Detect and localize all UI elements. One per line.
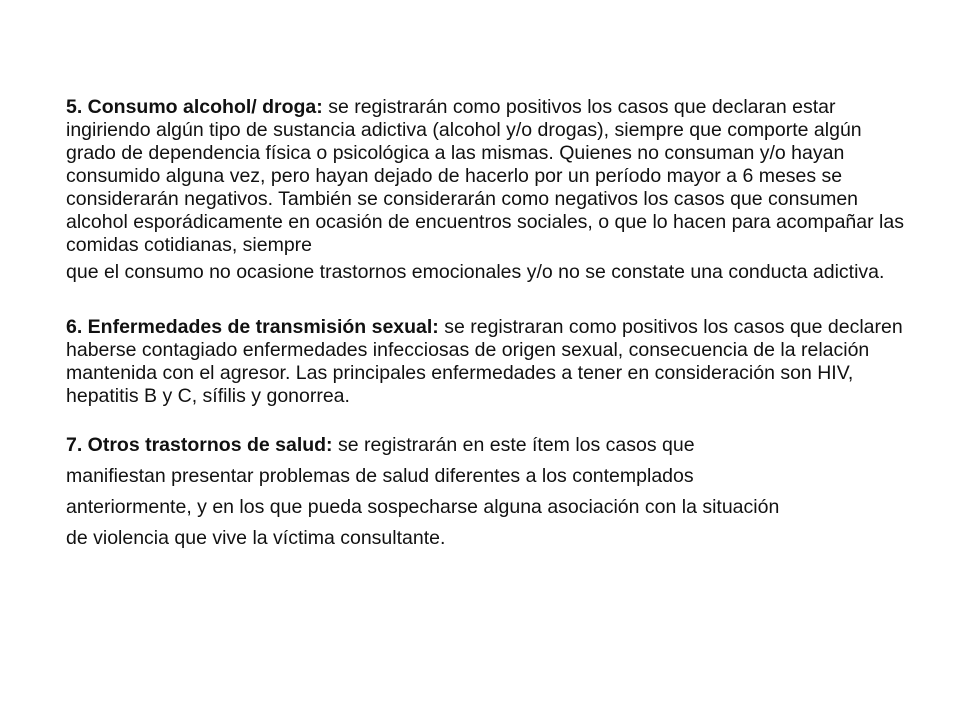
slide-content xyxy=(66,96,916,554)
item-alcohol-drugs-title: 5. Consumo alcohol/ droga: xyxy=(66,96,323,118)
item-std-body: se registraran como positivos los casos que declaren haberse contagiado enfermedades infecciosas de origen sexual, consecuencia de la relación mantenida con el agresor. Las principales enfermedades a tener en consideración son HIV, hepatitis B y C, sífilis y gonorrea. xyxy=(66,316,903,407)
item-other-health xyxy=(66,430,786,554)
item-other-health-title: 7. Otros trastornos de salud: xyxy=(66,434,333,456)
item-std-title: 6. Enfermedades de transmisión sexual: xyxy=(66,316,439,338)
item-std xyxy=(66,316,916,408)
item-alcohol-drugs-tail: que el consumo no ocasione trastornos emocionales y/o no se constate una conducta adictiva. xyxy=(66,261,885,283)
item-alcohol-drugs-body: se registrarán como positivos los casos que declaran estar ingiriendo algún tipo de sustancia adictiva (alcohol y/o drogas), siempre que comporte algún grado de dependencia física o psicológica a las mismas. Quienes no consuman y/o hayan consumido alguna vez, pero hayan dejado de hacerlo por un período mayor a 6 meses se considerarán negativos. También se considerarán como negativos los casos que consumen alcohol esporádicamente en ocasión de encuentros sociales, o que lo hacen para acompañar las comidas cotidianas, siempre xyxy=(66,96,904,256)
item-other-health-body: se registrarán en este ítem los casos que manifiestan presentar problemas de salud diferentes a los contemplados anteriormente, y en los que pueda sospecharse alguna asociación con la situación de violencia que vive la víctima consultante. xyxy=(66,434,780,549)
item-alcohol-drugs xyxy=(66,96,916,286)
